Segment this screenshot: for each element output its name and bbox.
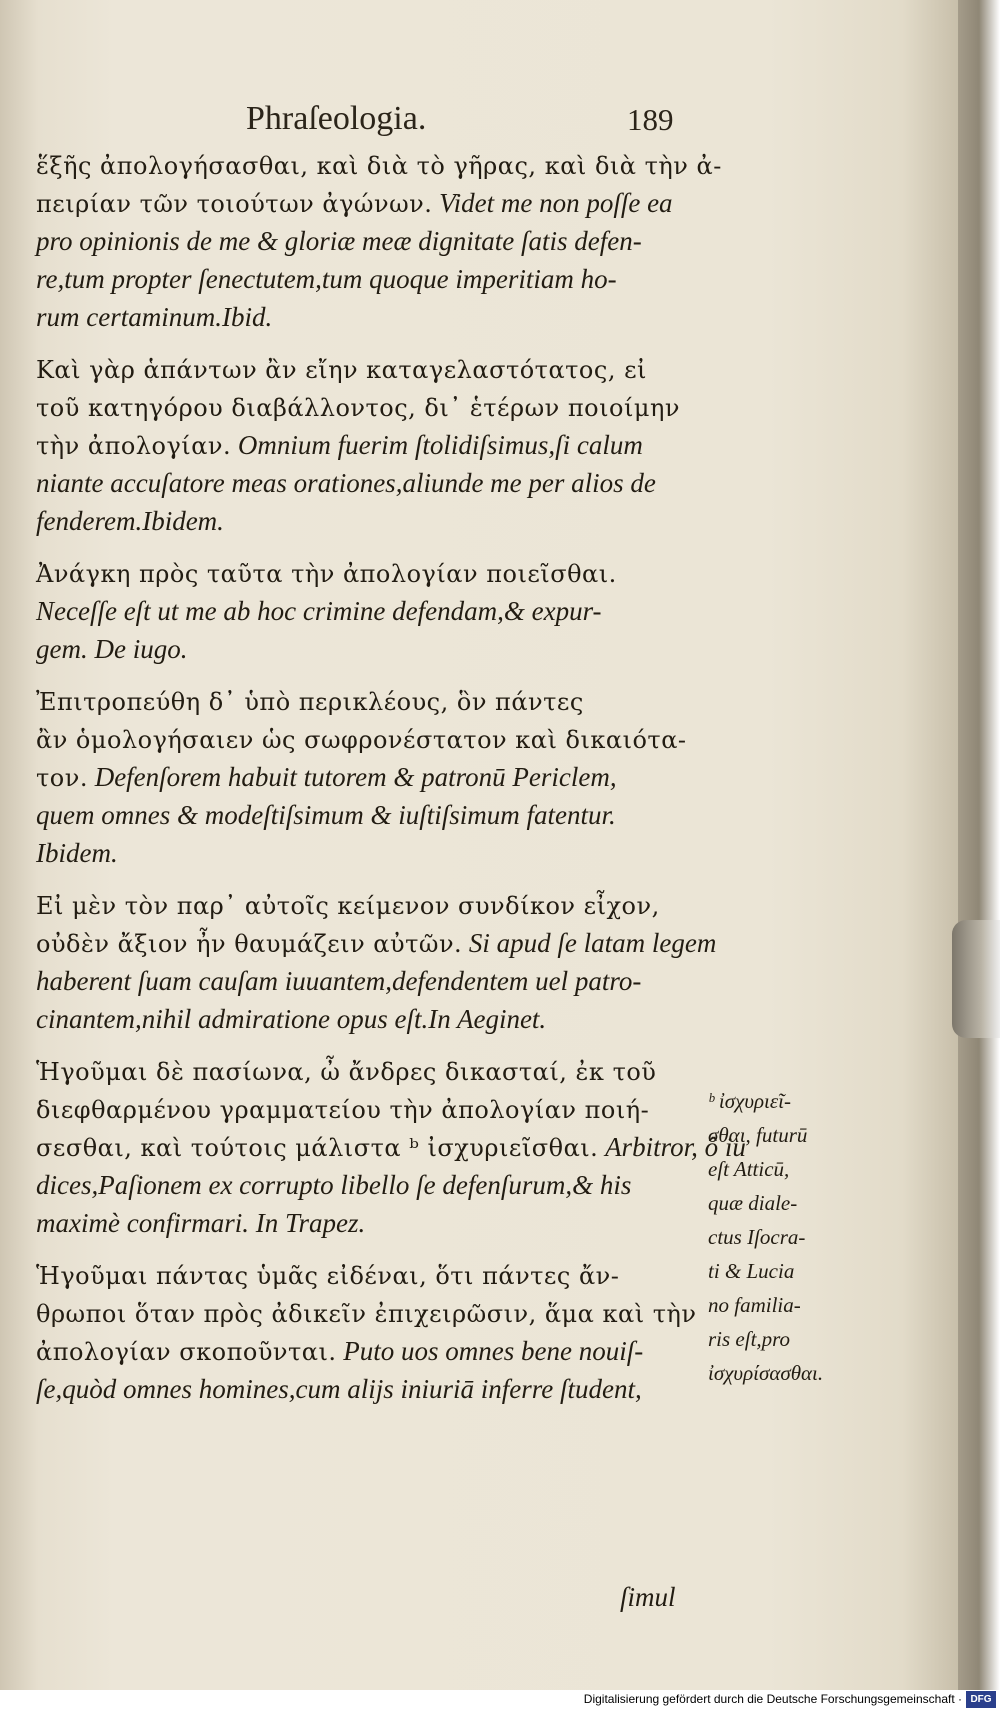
text-line — [36, 886, 700, 924]
main-text-block — [36, 146, 746, 1422]
latin-text: rum certaminum.Ibid. — [36, 302, 273, 332]
latin-text: re,tum propter ſenectutem,tum quoque imperitiam ho- — [36, 264, 617, 294]
text-line — [36, 592, 700, 630]
greek-text: τοῦ κατηγόρου διαβάλλοντος, δι᾽ ἑτέρων ποιοίμην — [36, 394, 680, 422]
text-line — [36, 1090, 700, 1128]
latin-text: fenderem.Ibidem. — [36, 506, 224, 536]
text-line — [36, 1332, 700, 1370]
latin-text: haberent ſuam cauſam iuuantem,defendentem uel patro- — [36, 966, 642, 996]
latin-text: cinantem,nihil admiratione opus eſt.In Aeginet. — [36, 1004, 547, 1034]
text-line — [36, 796, 700, 834]
margin-note-line: ctus Iſocra- — [708, 1225, 806, 1249]
greek-text: θρωποι ὅταν πρὸς ἀδικεῖν ἐπιχειρῶσιν, ἅμα καὶ τὴν — [36, 1300, 697, 1328]
page-tab-marker — [952, 920, 1000, 1038]
paragraph — [36, 146, 722, 336]
latin-text: Ibidem. — [36, 838, 118, 868]
page-number: 189 — [627, 102, 674, 137]
text-line — [36, 350, 700, 388]
latin-text: Videt me non poſſe ea — [432, 188, 673, 218]
text-line — [36, 298, 700, 336]
text-line — [36, 464, 700, 502]
latin-text: quem omnes & modeſtiſsimum & iuſtiſsimum fatentur. — [36, 800, 616, 830]
greek-text: τὴν ἀπολογίαν. — [36, 432, 232, 460]
text-line — [36, 1128, 746, 1166]
paragraph — [36, 554, 700, 668]
greek-text: διεφθαρμένου γραμματείου τὴν ἀπολογίαν ποιή- — [36, 1096, 650, 1124]
greek-text: σεσθαι, καὶ τούτοις μάλιστα ᵇ ἰσχυριεῖσθαι. — [36, 1134, 599, 1162]
margin-note-line: quæ diale- — [708, 1191, 798, 1215]
text-line — [36, 1166, 700, 1204]
margin-note — [708, 1084, 838, 1390]
greek-text: πειρίαν τῶν τοιούτων ἀγώνων. — [36, 190, 433, 218]
latin-text: pro opinionis de me & gloriæ meæ dignitate ſatis defen- — [36, 226, 642, 256]
paragraph — [36, 886, 717, 1038]
paragraph — [36, 1256, 700, 1408]
text-line — [36, 1000, 700, 1038]
greek-text: οὐδὲν ἄξιον ἦν θαυμάζειν αὐτῶν. — [36, 930, 463, 958]
dfg-logo: DFG — [966, 1691, 996, 1708]
margin-note-line: ἰσχυρίσασθαι. — [708, 1361, 824, 1385]
margin-note-line: no familia- — [708, 1293, 801, 1317]
latin-text: Omnium fuerim ſtolidiſsimus,ſi calum — [231, 430, 643, 460]
book-edge — [958, 0, 1000, 1690]
text-line — [36, 1052, 700, 1090]
latin-text: gem. De iugo. — [36, 634, 188, 664]
text-line — [36, 502, 700, 540]
latin-text: ſe,quòd omnes homines,cum aliјs iniuriā inferre ſtudent, — [36, 1374, 642, 1404]
text-line — [36, 146, 722, 184]
text-line — [36, 682, 700, 720]
greek-text: Καὶ γὰρ ἁπάντων ἂν εἴην καταγελαστότατος, εἰ — [36, 356, 647, 384]
text-line — [36, 1256, 700, 1294]
greek-text: ἀπολογίαν σκοποῦνται. — [36, 1338, 337, 1366]
text-line — [36, 758, 700, 796]
margin-note-line: ris eſt,pro — [708, 1327, 791, 1351]
catchword: ſimul — [620, 1582, 676, 1612]
text-line — [36, 1294, 700, 1332]
text-line — [36, 1204, 700, 1242]
margin-note-line: eſt Atticū, — [708, 1157, 790, 1181]
text-line — [36, 834, 700, 872]
text-line — [36, 260, 700, 298]
greek-text: ἂν ὁμολογήσαιεν ὡς σωφρονέστατον καὶ δικαιότα- — [36, 726, 687, 754]
greek-text: τον. — [36, 764, 88, 792]
latin-text: niante accuſatore meas orationes,aliunde me per alios de — [36, 468, 656, 498]
text-line — [36, 924, 717, 962]
text-line — [36, 388, 700, 426]
greek-text: Ἀνάγκη πρὸς ταῦτα τὴν ἀπολογίαν ποιεῖσθαι. — [36, 560, 617, 588]
greek-text: Ἐπιτροπεύθη δ᾽ ὑπὸ περικλέους, ὃν πάντες — [36, 688, 584, 716]
digitization-footer — [0, 1690, 1000, 1711]
paragraph — [36, 1052, 746, 1242]
text-line — [36, 426, 700, 464]
footer-credit: Digitalisierung gefördert durch die Deutsche Forschungsgemeinschaft · — [583, 1692, 962, 1706]
margin-note-line: ᵇ ἰσχυριεῖ- — [708, 1089, 791, 1113]
greek-text: Ἡγοῦμαι δὲ πασίωνα, ὦ ἄνδρες δικασταί, ἐκ τοῦ — [36, 1058, 657, 1086]
greek-text: ἕξῆς ἀπολογήσασθαι, καὶ διὰ τὸ γῆρας, καὶ διὰ τὴν ἀ- — [36, 152, 722, 180]
text-line — [36, 720, 700, 758]
latin-text: dices,Paſionem ex corrupto libello ſe defenſurum,& his — [36, 1170, 632, 1200]
greek-text: Εἰ μὲν τὸν παρ᾽ αὐτοῖς κείμενον συνδίκον εἶχον, — [36, 892, 660, 920]
margin-note-line: σθαι, futurū — [708, 1123, 808, 1147]
latin-text: Puto uos omnes bene nouiſ- — [336, 1336, 644, 1366]
paragraph — [36, 350, 700, 540]
text-line — [36, 1370, 700, 1408]
paragraph — [36, 682, 700, 872]
text-line — [36, 630, 700, 668]
latin-text: Defenſorem habuit tutorem & patronū Periclem, — [87, 762, 617, 792]
text-line — [36, 184, 700, 222]
greek-text: Ἡγοῦμαι πάντας ὑμᾶς εἰδέναι, ὅτι πάντες ἄν- — [36, 1262, 620, 1290]
latin-text: maximè confirmari. In Trapez. — [36, 1208, 366, 1238]
latin-text: Arbitror, ô iu — [598, 1132, 746, 1162]
margin-note-line: ti & Lucia — [708, 1259, 795, 1283]
text-line — [36, 962, 700, 1000]
text-line — [36, 554, 700, 592]
latin-text: Neceſſe eſt ut me ab hoc crimine defendam,& expur- — [36, 596, 602, 626]
text-line — [36, 222, 700, 260]
latin-text: Si apud ſe latam legem — [462, 928, 717, 958]
running-title: Phraſeologia. — [246, 100, 427, 137]
